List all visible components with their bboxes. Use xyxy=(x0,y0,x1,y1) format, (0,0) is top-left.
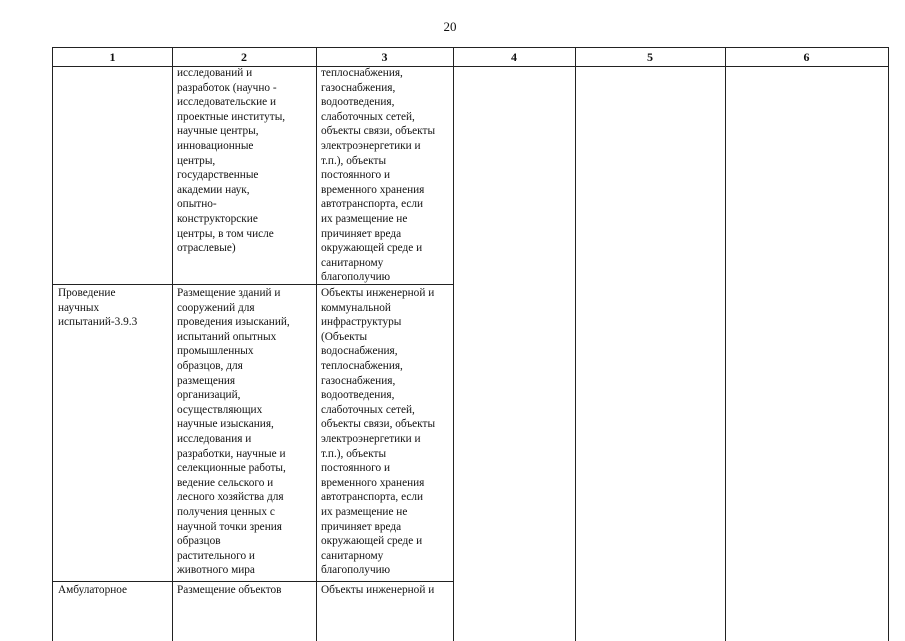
cell-line: автотранспорта, если xyxy=(321,491,424,504)
cell-line: отраслевые) xyxy=(177,242,236,255)
cell-line: научные центры, xyxy=(177,125,259,138)
cell-line: водоотведения, xyxy=(321,96,395,109)
column-divider xyxy=(316,48,317,641)
cell-line: окружающей среде и xyxy=(321,242,423,255)
header-col-5: 5 xyxy=(647,50,653,64)
cell-line: разработки, научные и xyxy=(177,447,286,460)
row-2-col-2 xyxy=(177,286,290,578)
cell-line: проведения изысканий, xyxy=(177,316,290,329)
cell-line: организаций, xyxy=(177,389,241,402)
cell-line: санитарному xyxy=(321,256,384,269)
cell-line: образцов, для xyxy=(177,359,243,372)
cell-line: постоянного и xyxy=(321,462,391,475)
cell-line: электроэнергетики и xyxy=(321,432,421,445)
row-1-col-2 xyxy=(177,66,285,256)
cell-line: Объекты инженерной и xyxy=(321,287,435,299)
cell-line: временного хранения xyxy=(321,476,425,489)
cell-line: центры, xyxy=(177,154,216,167)
cell-line: испытаний-3.9.3 xyxy=(58,316,138,329)
cell-line: благополучию xyxy=(321,271,391,284)
cell-line: слаботочных сетей, xyxy=(321,110,415,123)
row-3-col-1 xyxy=(58,583,127,598)
column-divider xyxy=(172,48,173,641)
header-col-3: 3 xyxy=(381,50,388,64)
cell-line: лесного хозяйства для xyxy=(177,491,284,504)
cell-line: окружающей среде и xyxy=(321,535,423,548)
header-col-1: 1 xyxy=(109,50,116,64)
cell-line: причиняет вреда xyxy=(321,520,402,533)
cell-line: инфраструктуры xyxy=(321,316,402,329)
cell-line: сооружений для xyxy=(177,301,255,314)
cell-line: научных xyxy=(58,301,100,314)
page-number: 20 xyxy=(443,19,457,34)
row-divider xyxy=(53,581,454,582)
column-divider xyxy=(453,48,454,641)
cell-line: газоснабжения, xyxy=(321,374,396,387)
cell-line: электроэнергетики и xyxy=(321,139,421,152)
cell-line: газоснабжения, xyxy=(321,81,396,94)
cell-line: Проведение xyxy=(58,287,116,299)
row-2-col-1 xyxy=(58,286,137,330)
row-3-col-3 xyxy=(321,583,434,598)
cell-line: автотранспорта, если xyxy=(321,198,424,211)
cell-line: конструкторские xyxy=(177,212,258,225)
cell-line: Размещение зданий и xyxy=(177,287,281,299)
cell-line: слаботочных сетей, xyxy=(321,403,415,416)
cell-line: ведение сельского и xyxy=(177,476,274,489)
land-use-table xyxy=(52,47,889,641)
cell-line: инновационные xyxy=(177,139,254,152)
row-1-col-3 xyxy=(321,66,435,285)
cell-line: промышленных xyxy=(177,345,254,358)
cell-line: Объекты инженерной и xyxy=(321,584,435,596)
cell-line: исследования и xyxy=(177,432,252,445)
cell-line: благополучию xyxy=(321,564,391,577)
column-divider xyxy=(725,48,726,641)
row-2-col-3 xyxy=(321,286,435,578)
cell-line: осуществляющих xyxy=(177,403,263,416)
cell-line: образцов xyxy=(177,535,221,548)
cell-line: объекты связи, объекты xyxy=(321,418,436,431)
cell-line: научные изыскания, xyxy=(177,418,274,431)
cell-line: государственные xyxy=(177,169,259,182)
cell-line: центры, в том числе xyxy=(177,227,274,240)
table-right-border xyxy=(888,48,889,641)
cell-line: их размещение не xyxy=(321,212,408,225)
cell-line: теплоснабжения, xyxy=(321,67,403,79)
cell-line: Размещение объектов xyxy=(177,584,282,596)
cell-line: объекты связи, объекты xyxy=(321,125,436,138)
cell-line: их размещение не xyxy=(321,505,408,518)
cell-line: т.п.), объекты xyxy=(321,447,387,460)
cell-line: коммунальной xyxy=(321,301,391,314)
cell-line: водоотведения, xyxy=(321,389,395,402)
cell-line: размещения xyxy=(177,374,236,387)
cell-line: получения ценных с xyxy=(177,505,275,518)
cell-line: санитарному xyxy=(321,549,384,562)
cell-line: научной точки зрения xyxy=(177,520,282,533)
column-divider xyxy=(575,48,576,641)
cell-line: (Объекты xyxy=(321,330,368,343)
cell-line: т.п.), объекты xyxy=(321,154,387,167)
cell-line: селекционные работы, xyxy=(177,462,286,475)
cell-line: исследовательские и xyxy=(177,96,277,109)
cell-line: водоснабжения, xyxy=(321,345,398,358)
cell-line: растительного и xyxy=(177,549,255,562)
cell-line: разработок (научно - xyxy=(177,81,277,94)
cell-line: проектные институты, xyxy=(177,110,286,123)
cell-line: постоянного и xyxy=(321,169,391,182)
header-col-6: 6 xyxy=(803,50,810,64)
header-col-4: 4 xyxy=(511,50,517,64)
row-3-col-2 xyxy=(177,583,282,598)
cell-line: испытаний опытных xyxy=(177,330,277,343)
cell-line: исследований и xyxy=(177,67,253,79)
cell-line: опытно- xyxy=(177,198,217,211)
header-col-2: 2 xyxy=(241,50,247,64)
cell-line: животного мира xyxy=(177,564,255,577)
cell-line: временного хранения xyxy=(321,183,425,196)
cell-line: причиняет вреда xyxy=(321,227,402,240)
cell-line: академии наук, xyxy=(177,183,250,196)
cell-line: Амбулаторное xyxy=(58,584,128,596)
cell-line: теплоснабжения, xyxy=(321,359,403,372)
